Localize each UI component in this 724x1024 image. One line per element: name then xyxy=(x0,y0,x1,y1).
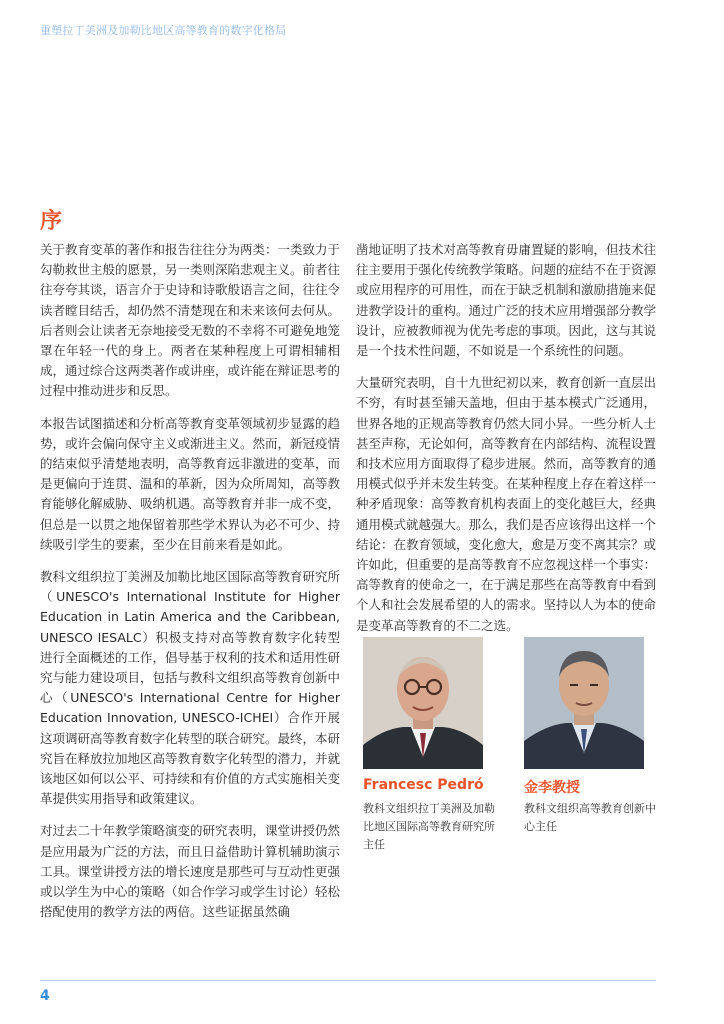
portrait-photo-jin-li xyxy=(524,637,644,769)
page-number: 4 xyxy=(40,988,50,1004)
portrait-photo-pedro xyxy=(363,637,483,769)
paragraph: 本报告试图描述和分析高等教育变革领域初步显露的趋势，或许会偏向保守主义或渐进主义。然而，新冠疫情的结束似乎清楚地表明，高等教育远非激进的变革，而是更偏向于连贯、温和的革新，因为众所周知，高等教育能够化解威胁、吸纳机遇。高等教育并非一成不变，但总是一以贯之地保留着那些学术界认为必不可少、持续吸引学生的要素，至少在目前来看是如此。 xyxy=(40,415,341,552)
right-column xyxy=(356,240,656,648)
footer-divider xyxy=(40,980,656,981)
paragraph: 关于教育变革的著作和报告往往分为两类：一类致力于勾勒救世主般的愿景，另一类则深陷悲观主义。前者往往夸夸其谈，语言介于史诗和诗歌般语言之间，往往令读者瞠目结舌，却仍然不清楚现在和未来该何去何从。后者则会让读者无奈地接受无数的不幸将不可避免地笼罩在年轻一代的身上。两者在某种程度上可谓相辅相成，通过综合这两类著作或讲座，或许能在辩证思考的过程中推动进步和反思。 xyxy=(40,242,341,399)
running-header: 重塑拉丁美洲及加勒比地区高等教育的数字化格局 xyxy=(40,24,287,37)
person-name: Francesc Pedró xyxy=(363,777,484,793)
paragraph: 对过去二十年教学策略演变的研究表明，课堂讲授仍然是应用最为广泛的方法，而且日益借助计算机辅助演示工具。课堂讲授方法的增长速度是那些可与互动性更强或以学生为中心的策略（如合作学习或学生讨论）轻松搭配使用的教学方法的两倍。这些证据虽然确 xyxy=(40,823,341,920)
section-title: 序 xyxy=(40,209,63,234)
person-name: 金李教授 xyxy=(524,780,580,796)
paragraph: 凿地证明了技术对高等教育毋庸置疑的影响，但技术往往主要用于强化传统教学策略。问题的症结不在于资源或应用程序的可用性，而在于缺乏机制和激励措施来促进教学设计的重构。通过广泛的技术应用增强部分教学设计，应被教师视为优先考虑的事项。因此，这与其说是一个技术性问题，不如说是一个系统性的问题。 xyxy=(356,242,657,359)
left-column xyxy=(40,240,340,935)
paragraph: 大量研究表明，自十九世纪初以来，教育创新一直层出不穷，有时甚至铺天盖地，但由于基本模式广泛通用，世界各地的正规高等教育仍然大同小异。一些分析人士甚至声称，无论如何，高等教育在内部结构、流程设置和技术应用方面取得了稳步进展。然而，高等教育的通用模式似乎并未发生转变。在某种程度上存在着这样一种矛盾现象：高等教育机构表面上的变化越巨大，经典通用模式就越强大。那么，我们是否应该得出这样一个结论：在教育领域，变化愈大，愈是万变不离其宗？或许如此，但重要的是高等教育不应忽视这样一个事实：高等教育的使命之一，在于满足那些在高等教育中看到个人和社会发展希望的人的需求。坚持以人为本的使命是变革高等教育的不二之选。 xyxy=(356,375,657,633)
person-title: 教科文组织高等教育创新中心主任 xyxy=(524,802,656,833)
person-title: 教科文组织拉丁美洲及加勒比地区国际高等教育研究所主任 xyxy=(363,802,495,851)
paragraph: 教科文组织拉丁美洲及加勒比地区国际高等教育研究所（UNESCO's International Institute for Higher Education in Latin America and the Caribbean, UNESCO IESALC）积极支持对高等教育数字化转型进行全面概述的工作，倡导基于权利的技术和适用性研究与能力建设项目，包括与教科文组织高等教育创新中心（UNESCO's International Centre for Higher Education Innovation, UNESCO-ICHEI）合作开展这项调研高等教育数字化转型的联合研究。最终，本研究旨在释放拉加地区高等教育数字化转型的潜力，并就该地区如何以公平、可持续和有价值的方式实施相关变革提供实用指导和政策建议。 xyxy=(40,569,341,807)
